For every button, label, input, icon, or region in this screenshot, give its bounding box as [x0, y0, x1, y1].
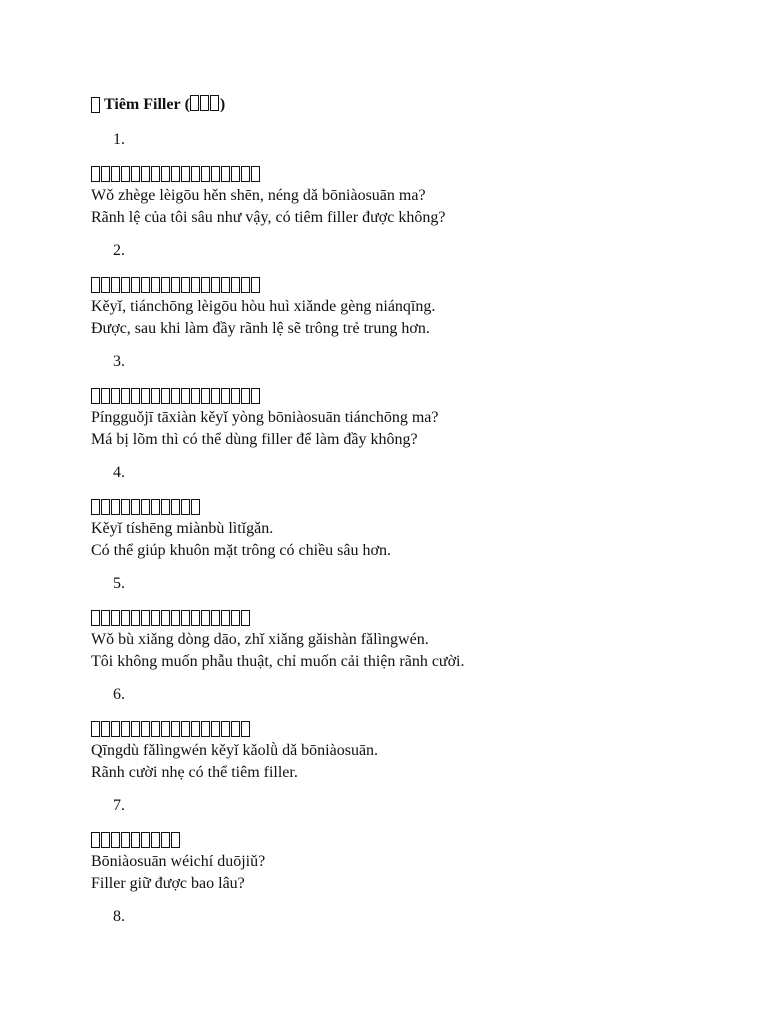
missing-glyph-icon [91, 499, 100, 515]
pinyin-line: Wǒ zhège lèigōu hěn shēn, néng dǎ bōniàosuān ma? [91, 187, 426, 204]
missing-glyph-icon [151, 832, 160, 848]
list-item [91, 462, 711, 562]
missing-glyph-icon [211, 721, 220, 737]
missing-glyph-icon [191, 721, 200, 737]
vietnamese-line: Rãnh cười nhẹ có thể tiêm filler. [91, 764, 298, 781]
missing-glyph-icon [171, 166, 180, 182]
missing-glyph-icon [201, 721, 210, 737]
missing-glyph-icon [101, 277, 110, 293]
missing-glyph-icon [171, 610, 180, 626]
missing-glyph-icon [141, 832, 150, 848]
heading-hanzi-boxes [190, 94, 220, 116]
missing-glyph-icon [121, 832, 130, 848]
missing-glyph-icon [191, 166, 200, 182]
list-item [91, 573, 711, 673]
missing-glyph-icon [211, 277, 220, 293]
missing-glyph-icon [201, 388, 210, 404]
missing-glyph-icon [121, 499, 130, 515]
list-item [91, 906, 711, 928]
missing-glyph-icon [221, 388, 230, 404]
missing-glyph-icon [241, 388, 250, 404]
missing-glyph-icon [201, 277, 210, 293]
missing-glyph-icon [121, 166, 130, 182]
missing-glyph-icon [141, 277, 150, 293]
missing-glyph-icon [151, 499, 160, 515]
missing-glyph-icon [231, 721, 240, 737]
hanzi-line [91, 496, 711, 518]
missing-glyph-icon [141, 721, 150, 737]
heading-text: Tiêm Filler [104, 96, 181, 113]
missing-glyph-icon [221, 610, 230, 626]
missing-glyph-icon [211, 388, 220, 404]
missing-glyph-icon [101, 832, 110, 848]
item-number: 8. [113, 908, 125, 925]
hanzi-line [91, 385, 711, 407]
missing-glyph-icon [241, 721, 250, 737]
missing-glyph-icon [111, 610, 120, 626]
missing-glyph-icon [171, 832, 180, 848]
list-item [91, 351, 711, 451]
missing-glyph-icon [151, 166, 160, 182]
missing-glyph-icon [141, 388, 150, 404]
missing-glyph-icon [131, 277, 140, 293]
missing-glyph-icon [231, 277, 240, 293]
missing-glyph-icon [181, 721, 190, 737]
missing-glyph-icon [161, 610, 170, 626]
missing-glyph-icon [91, 610, 100, 626]
missing-glyph-icon [221, 277, 230, 293]
missing-glyph-icon [91, 166, 100, 182]
missing-glyph-icon [121, 277, 130, 293]
item-number: 3. [113, 353, 125, 370]
missing-glyph-icon [161, 499, 170, 515]
missing-glyph-icon [241, 610, 250, 626]
missing-glyph-icon [231, 610, 240, 626]
missing-glyph-icon [231, 166, 240, 182]
vietnamese-line: Má bị lõm thì có thể dùng filler để làm đầy không? [91, 431, 418, 448]
missing-glyph-icon [141, 610, 150, 626]
missing-glyph-icon [221, 166, 230, 182]
item-number: 5. [113, 575, 125, 592]
missing-glyph-icon [131, 721, 140, 737]
missing-glyph-icon [121, 610, 130, 626]
missing-glyph-icon [91, 97, 100, 113]
item-number: 1. [113, 131, 125, 148]
heading-paren-close: ) [219, 96, 226, 113]
missing-glyph-icon [210, 95, 219, 111]
vietnamese-line: Filler giữ được bao lâu? [91, 875, 245, 892]
missing-glyph-icon [251, 388, 260, 404]
phrase-list [91, 129, 711, 928]
missing-glyph-icon [101, 499, 110, 515]
missing-glyph-icon [91, 388, 100, 404]
pinyin-line: Kěyǐ tíshēng miànbù lìtǐgǎn. [91, 520, 274, 537]
missing-glyph-icon [121, 721, 130, 737]
hanzi-line [91, 163, 711, 185]
vietnamese-line: Tôi không muốn phẫu thuật, chỉ muốn cải thiện rãnh cười. [91, 653, 465, 670]
missing-glyph-icon [211, 166, 220, 182]
missing-glyph-icon [111, 388, 120, 404]
missing-glyph-icon [191, 610, 200, 626]
missing-glyph-icon [181, 499, 190, 515]
hanzi-line [91, 829, 711, 851]
missing-glyph-icon [200, 95, 209, 111]
missing-glyph-icon [231, 388, 240, 404]
pinyin-line: Píngguǒjī tāxiàn kěyǐ yòng bōniàosuān tiánchōng ma? [91, 409, 439, 426]
missing-glyph-icon [190, 95, 199, 111]
hanzi-line [91, 718, 711, 740]
missing-glyph-icon [131, 166, 140, 182]
missing-glyph-icon [201, 166, 210, 182]
pinyin-line: Kěyǐ, tiánchōng lèigōu hòu huì xiǎnde gèng niánqīng. [91, 298, 436, 315]
heading-paren-open: ( [180, 96, 190, 113]
missing-glyph-icon [111, 832, 120, 848]
missing-glyph-icon [131, 388, 140, 404]
pinyin-line: Qīngdù fǎlìngwén kěyǐ kǎolǜ dǎ bōniàosuān. [91, 742, 379, 759]
missing-glyph-icon [91, 721, 100, 737]
item-number: 7. [113, 797, 125, 814]
missing-glyph-icon [191, 388, 200, 404]
hanzi-line [91, 607, 711, 629]
list-item [91, 240, 711, 340]
missing-glyph-icon [151, 277, 160, 293]
item-number: 6. [113, 686, 125, 703]
missing-glyph-icon [91, 832, 100, 848]
missing-glyph-icon [161, 388, 170, 404]
document-page [91, 94, 711, 940]
missing-glyph-icon [161, 832, 170, 848]
missing-glyph-icon [111, 499, 120, 515]
missing-glyph-icon [151, 721, 160, 737]
missing-glyph-icon [101, 721, 110, 737]
missing-glyph-icon [151, 610, 160, 626]
missing-glyph-icon [161, 721, 170, 737]
missing-glyph-icon [251, 277, 260, 293]
missing-glyph-icon [131, 499, 140, 515]
missing-glyph-icon [131, 832, 140, 848]
pinyin-line: Wǒ bù xiǎng dòng dāo, zhǐ xiǎng gǎishàn fǎlìngwén. [91, 631, 429, 648]
missing-glyph-icon [91, 277, 100, 293]
missing-glyph-icon [181, 166, 190, 182]
missing-glyph-icon [181, 610, 190, 626]
missing-glyph-icon [101, 166, 110, 182]
missing-glyph-icon [211, 610, 220, 626]
vietnamese-line: Rãnh lệ của tôi sâu như vậy, có tiêm filler được không? [91, 209, 446, 226]
missing-glyph-icon [201, 610, 210, 626]
missing-glyph-icon [161, 166, 170, 182]
list-item [91, 795, 711, 895]
missing-glyph-icon [171, 277, 180, 293]
missing-glyph-icon [171, 388, 180, 404]
missing-glyph-icon [161, 277, 170, 293]
pinyin-line: Bōniàosuān wéichí duōjiǔ? [91, 853, 266, 870]
missing-glyph-icon [241, 277, 250, 293]
list-item [91, 129, 711, 229]
missing-glyph-icon [191, 499, 200, 515]
missing-glyph-icon [171, 721, 180, 737]
list-item [91, 684, 711, 784]
missing-glyph-icon [181, 388, 190, 404]
missing-glyph-icon [111, 721, 120, 737]
missing-glyph-icon [251, 166, 260, 182]
missing-glyph-icon [141, 166, 150, 182]
missing-glyph-icon [101, 610, 110, 626]
missing-glyph-icon [101, 388, 110, 404]
missing-glyph-icon [141, 499, 150, 515]
missing-glyph-icon [121, 388, 130, 404]
missing-glyph-icon [181, 277, 190, 293]
missing-glyph-icon [111, 277, 120, 293]
section-heading [91, 94, 711, 116]
missing-glyph-icon [171, 499, 180, 515]
missing-glyph-icon [151, 388, 160, 404]
vietnamese-line: Có thể giúp khuôn mặt trông có chiều sâu hơn. [91, 542, 391, 559]
vietnamese-line: Được, sau khi làm đầy rãnh lệ sẽ trông trẻ trung hơn. [91, 320, 430, 337]
hanzi-line [91, 274, 711, 296]
missing-glyph-icon [111, 166, 120, 182]
missing-glyph-icon [241, 166, 250, 182]
item-number: 2. [113, 242, 125, 259]
missing-glyph-icon [131, 610, 140, 626]
missing-glyph-icon [191, 277, 200, 293]
missing-glyph-icon [221, 721, 230, 737]
item-number: 4. [113, 464, 125, 481]
